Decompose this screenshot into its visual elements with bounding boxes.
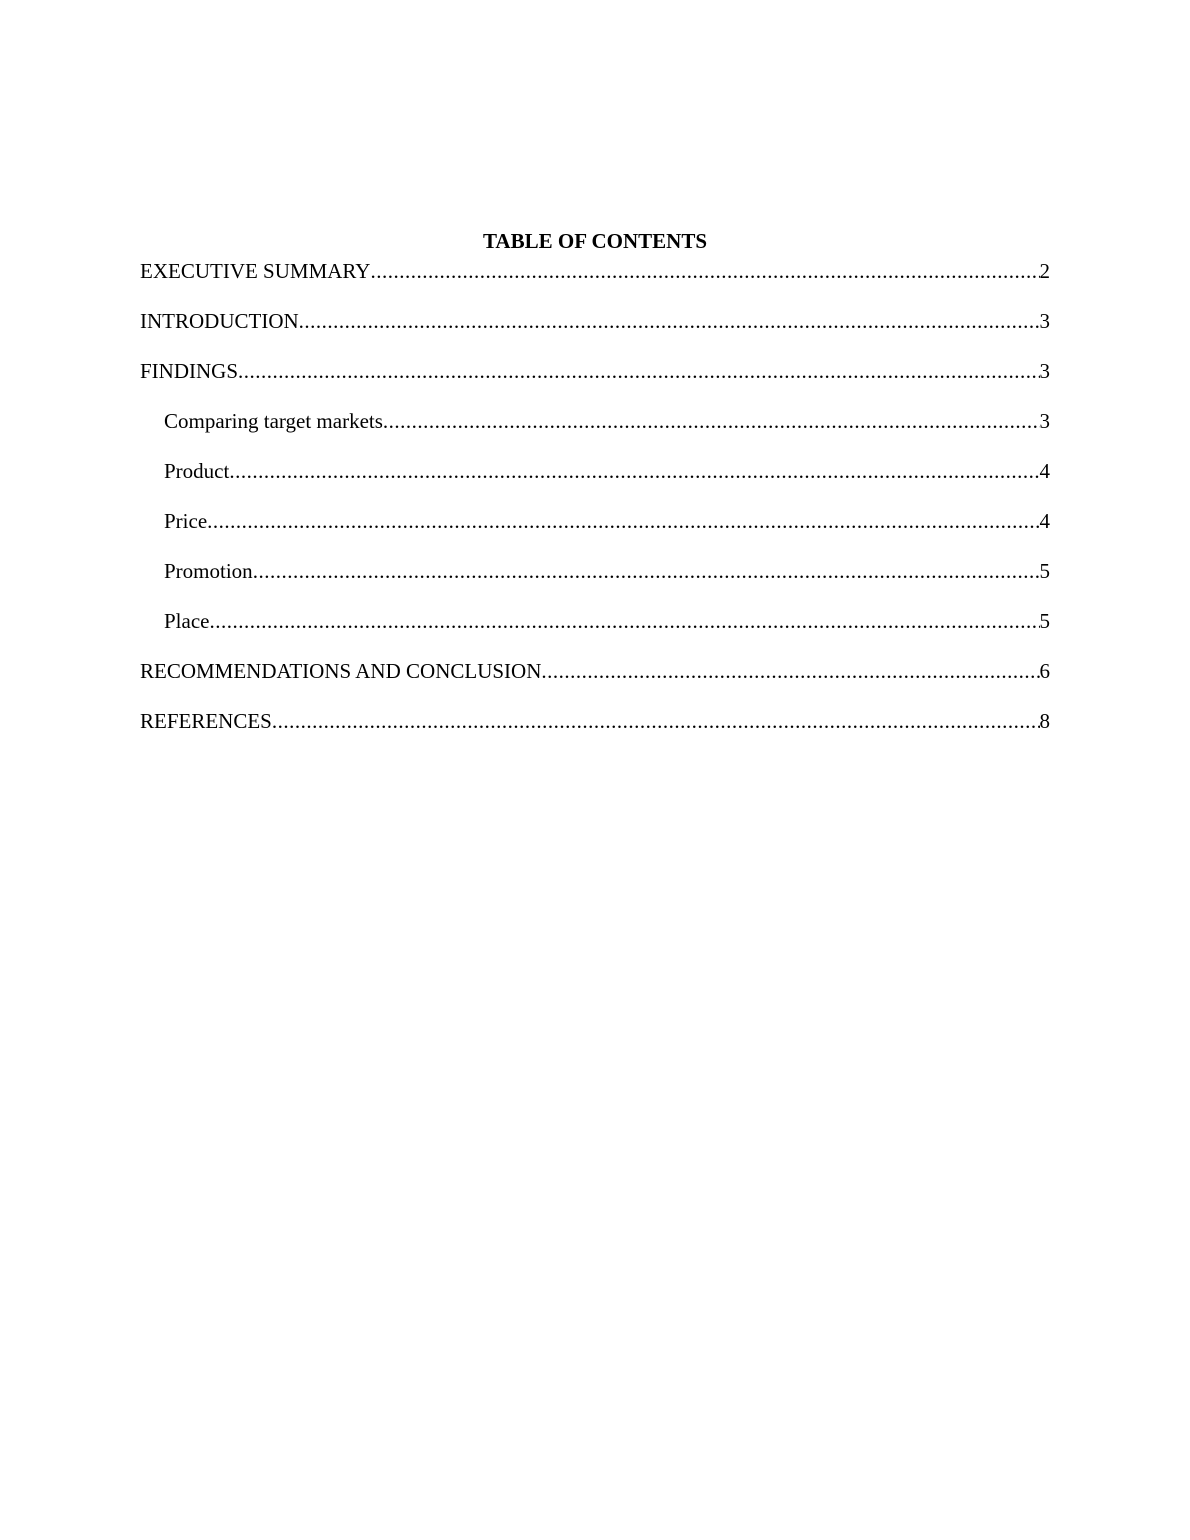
toc-entry-page-number: 4 <box>1039 509 1050 533</box>
toc-dot-leader <box>370 257 1039 285</box>
toc-entry-page-number: 2 <box>1039 259 1050 283</box>
toc-entry-product[interactable] <box>164 457 1050 485</box>
toc-dot-leader <box>299 307 1040 335</box>
toc-entry-page-number: 3 <box>1039 359 1050 383</box>
toc-entry-label: Place <box>164 609 210 633</box>
toc-entry-page-number: 3 <box>1039 409 1050 433</box>
toc-dot-leader <box>209 607 1039 635</box>
toc-dot-leader <box>383 407 1040 435</box>
toc-dot-leader <box>238 357 1039 385</box>
toc-entry-findings[interactable] <box>140 357 1050 385</box>
toc-entry-page-number: 6 <box>1039 659 1050 683</box>
toc-entry-label: REFERENCES <box>140 709 272 733</box>
toc-entry-label: INTRODUCTION <box>140 309 299 333</box>
toc-entry-label: FINDINGS <box>140 359 239 383</box>
toc-entry-promotion[interactable] <box>164 557 1050 585</box>
toc-entry-page-number: 5 <box>1039 609 1050 633</box>
toc-dot-leader <box>207 507 1039 535</box>
toc-entry-label: EXECUTIVE SUMMARY <box>140 259 371 283</box>
toc-entry-label: Comparing target markets <box>164 409 383 433</box>
toc-entry-label: Promotion <box>164 559 253 583</box>
toc-entry-references[interactable] <box>140 707 1050 735</box>
toc-title: TABLE OF CONTENTS <box>482 229 708 253</box>
toc-entry-introduction[interactable] <box>140 307 1050 335</box>
toc-entry-comparing-target-markets[interactable] <box>164 407 1050 435</box>
toc-entry-label: Price <box>164 509 208 533</box>
toc-entry-page-number: 5 <box>1039 559 1050 583</box>
toc-entry-recommendations-and-conclusion[interactable] <box>140 657 1050 685</box>
toc-entry-label: Product <box>164 459 230 483</box>
toc-entry-page-number: 4 <box>1039 459 1050 483</box>
toc-dot-leader <box>541 657 1039 685</box>
toc-entry-page-number: 3 <box>1039 309 1050 333</box>
toc-dot-leader <box>272 707 1040 735</box>
toc-entry-place[interactable] <box>164 607 1050 635</box>
toc-entry-label: RECOMMENDATIONS AND CONCLUSION <box>140 659 542 683</box>
toc-dot-leader <box>229 457 1039 485</box>
toc-entry-page-number: 8 <box>1039 709 1050 733</box>
toc-dot-leader <box>253 557 1040 585</box>
toc-entry-price[interactable] <box>164 507 1050 535</box>
toc-entry-executive-summary[interactable] <box>140 257 1050 285</box>
